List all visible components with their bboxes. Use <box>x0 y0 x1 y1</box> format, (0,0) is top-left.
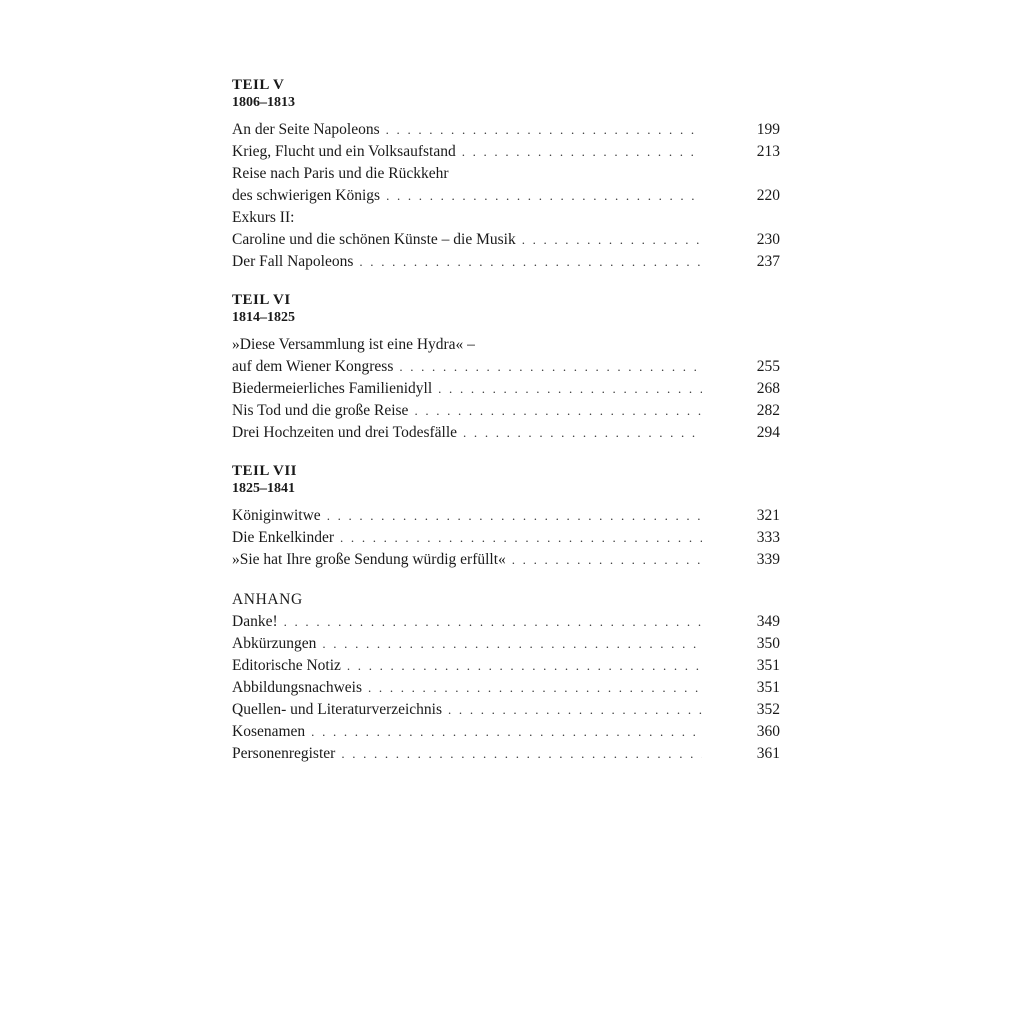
anhang <box>232 589 780 765</box>
entry-title: Drei Hochzeiten und drei Todesfälle <box>232 424 458 441</box>
entry-title: Editorische Notiz <box>232 657 341 674</box>
entry-title-line: »Diese Versammlung ist eine Hydra« – <box>232 336 475 353</box>
entry-title: Königinwitwe <box>232 507 321 524</box>
entry-title: Caroline und die schönen Künste – die Musik <box>232 231 516 248</box>
dot-leader <box>414 400 702 422</box>
entry-page: 351 <box>756 679 780 696</box>
entry-page: 220 <box>756 187 780 204</box>
toc-entry[interactable] <box>232 334 780 378</box>
entry-title: auf dem Wiener Kongress <box>232 358 394 375</box>
entry-page: 199 <box>756 121 780 138</box>
toc-entry[interactable] <box>232 677 780 699</box>
toc-entry[interactable] <box>232 655 780 677</box>
entry-title: Abkürzungen <box>232 635 317 652</box>
entry-page: 230 <box>756 231 780 248</box>
toc-entry[interactable] <box>232 721 780 743</box>
dot-leader <box>341 743 702 765</box>
entry-title: »Sie hat Ihre große Sendung würdig erfüllt« <box>232 551 506 568</box>
entry-page: 333 <box>756 529 780 546</box>
dot-leader <box>386 119 702 141</box>
toc-entry[interactable] <box>232 163 780 207</box>
toc-entry[interactable] <box>232 699 780 721</box>
part-vi <box>232 291 780 444</box>
entry-title: Krieg, Flucht und ein Volksaufstand <box>232 143 456 160</box>
entry-title-line: Exkurs II: <box>232 209 295 226</box>
part-vii <box>232 462 780 571</box>
toc-entry[interactable] <box>232 527 780 549</box>
entry-title-line: Reise nach Paris und die Rückkehr <box>232 165 449 182</box>
dot-leader <box>512 549 702 571</box>
part-years: 1814–1825 <box>232 310 295 325</box>
toc-entry[interactable] <box>232 549 780 571</box>
dot-leader <box>340 527 702 549</box>
entry-page: 349 <box>756 613 780 630</box>
entry-title: Kosenamen <box>232 723 306 740</box>
dot-leader <box>463 422 702 444</box>
toc-entry[interactable] <box>232 141 780 163</box>
toc-entry[interactable] <box>232 378 780 400</box>
table-of-contents <box>232 76 780 783</box>
entry-page: 350 <box>756 635 780 652</box>
part-heading <box>232 76 780 111</box>
entry-title: Personenregister <box>232 745 336 762</box>
entry-title: Danke! <box>232 613 278 630</box>
part-title: TEIL VI <box>232 292 291 308</box>
entry-page: 268 <box>756 380 780 397</box>
part-years: 1806–1813 <box>232 95 295 110</box>
dot-leader <box>448 699 702 721</box>
entry-page: 237 <box>756 253 780 270</box>
anhang-title: ANHANG <box>232 591 303 608</box>
dot-leader <box>347 655 702 677</box>
toc-entry[interactable] <box>232 505 780 527</box>
entry-title: Biedermeierliches Familienidyll <box>232 380 433 397</box>
entry-page: 360 <box>756 723 780 740</box>
part-v <box>232 76 780 273</box>
part-title: TEIL V <box>232 77 285 93</box>
toc-entry[interactable] <box>232 633 780 655</box>
entry-page: 352 <box>756 701 780 718</box>
dot-leader <box>311 721 702 743</box>
dot-leader <box>386 185 702 207</box>
toc-entry[interactable] <box>232 400 780 422</box>
part-heading <box>232 462 780 497</box>
entry-title: Abbildungsnachweis <box>232 679 363 696</box>
entry-title: Nis Tod und die große Reise <box>232 402 409 419</box>
toc-entry[interactable] <box>232 119 780 141</box>
toc-entry[interactable] <box>232 422 780 444</box>
entry-page: 255 <box>756 358 780 375</box>
dot-leader <box>462 141 702 163</box>
entry-title: An der Seite Napoleons <box>232 121 380 138</box>
toc-entry[interactable] <box>232 251 780 273</box>
toc-entry[interactable] <box>232 743 780 765</box>
dot-leader <box>368 677 702 699</box>
dot-leader <box>327 505 702 527</box>
dot-leader <box>399 356 702 378</box>
entry-page: 294 <box>756 424 780 441</box>
entry-title: des schwierigen Königs <box>232 187 381 204</box>
dot-leader <box>522 229 702 251</box>
part-heading <box>232 291 780 326</box>
entry-page: 351 <box>756 657 780 674</box>
toc-entry[interactable] <box>232 611 780 633</box>
dot-leader <box>322 633 702 655</box>
entry-title: Der Fall Napoleons <box>232 253 354 270</box>
part-years: 1825–1841 <box>232 481 295 496</box>
entry-title: Die Enkelkinder <box>232 529 335 546</box>
part-title: TEIL VII <box>232 463 298 479</box>
entry-page: 321 <box>756 507 780 524</box>
dot-leader <box>359 251 702 273</box>
entry-page: 361 <box>756 745 780 762</box>
entry-page: 213 <box>756 143 780 160</box>
entry-page: 282 <box>756 402 780 419</box>
entry-page: 339 <box>756 551 780 568</box>
toc-entry[interactable] <box>232 207 780 251</box>
dot-leader <box>438 378 702 400</box>
entry-title: Quellen- und Literaturverzeichnis <box>232 701 443 718</box>
dot-leader <box>284 611 702 633</box>
